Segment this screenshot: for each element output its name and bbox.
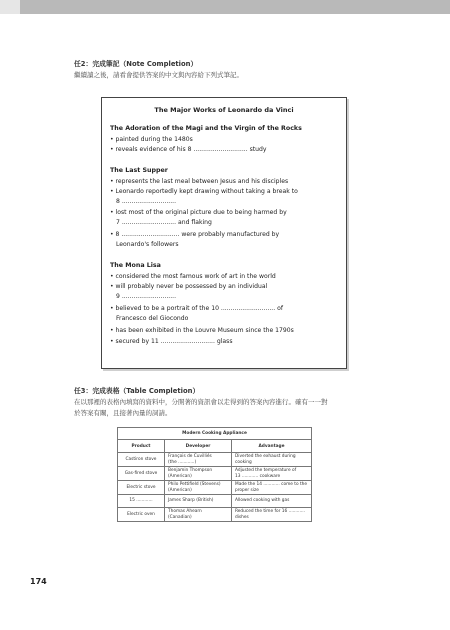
work1-bullet-1: • painted during the 1480s — [110, 136, 193, 143]
table-header: Developer — [165, 440, 232, 453]
section3-title: 任3：完成表格（Table Completion） — [74, 387, 200, 395]
table-cell: Diverted the exhaust during cooking — [232, 453, 312, 467]
work3-bullet-5: • secured by 11 ............................ glass — [110, 338, 233, 345]
work2-heading: The Last Supper — [110, 167, 168, 174]
work3-heading: The Mona Lisa — [110, 262, 161, 269]
work3-bullet-2-cont: 9 ............................ — [116, 293, 177, 300]
work3-bullet-3: • believed to be a portrait of the 10 ............................ of — [110, 305, 283, 312]
work2-bullet-3: • lost most of the original picture due to being harmed by — [110, 209, 287, 216]
table-cell: James Sharp (British) — [165, 495, 232, 508]
table-row — [118, 495, 312, 508]
section3-desc: 在以那裡的表格內填寫的資料中，分開著的資訊會以走得到的答案內容進行。確有一一對 於答案有關，且接著內量的詞請。 — [74, 398, 328, 417]
table-cell: Adjusted the temperature of 13 ............ cookware — [232, 467, 312, 481]
work2-bullet-4-cont: Leonardo's followers — [116, 241, 179, 248]
table-cell: Thomas Ahearn (Canadian) — [165, 508, 232, 522]
work2-bullet-1: • represents the last meal between Jesus and his disciples — [110, 178, 289, 185]
page-number: 174 — [30, 577, 47, 586]
section2-desc: 繼續讀之後，請看會提供答案的中文與內容給下列式筆記。 — [74, 71, 243, 79]
page-header-band — [0, 0, 450, 14]
table-cell: Reduced the time for 16 ............ dishes — [232, 508, 312, 522]
work2-bullet-2: • Leonardo reportedly kept drawing without taking a break to — [110, 188, 298, 195]
table-row — [118, 508, 312, 522]
notes-box — [101, 97, 347, 369]
table-caption: Modern Cooking Appliance — [118, 428, 312, 440]
table-row — [118, 453, 312, 467]
table-header: Advantage — [232, 440, 312, 453]
header-tab — [0, 0, 20, 14]
table-cell: Castiron stove — [118, 453, 165, 467]
table-header: Product — [118, 440, 165, 453]
work1-heading: The Adoration of the Magi and the Virgin of the Rocks — [110, 125, 302, 132]
table-cell: Allowed cooking with gas — [232, 495, 312, 508]
table-cell: François de Cuvilliés (the ............) — [165, 453, 232, 467]
table-cell: Electric stove — [118, 481, 165, 495]
table-cell: 15 ............ — [118, 495, 165, 508]
work2-bullet-3-cont: 7 ............................ and flaking — [116, 219, 212, 226]
table-cell: Electric oven — [118, 508, 165, 522]
table-row — [118, 481, 312, 495]
work3-bullet-2: • will probably never be possessed by an individual — [110, 283, 268, 290]
work2-bullet-2-cont: 8 ............................ — [116, 198, 177, 205]
work3-bullet-3-cont: Francesco del Giocondo — [116, 315, 189, 322]
table-cell: Philo Pettifield (Stevens) (American) — [165, 481, 232, 495]
notes-title: The Major Works of Leonardo da Vinci — [154, 106, 294, 114]
work3-bullet-1: • considered the most famous work of art in the world — [110, 273, 276, 280]
appliance-table — [117, 427, 312, 522]
table-row — [118, 467, 312, 481]
section2-title: 任2：完成筆記（Note Completion） — [74, 60, 198, 68]
table-cell: Made the 14 ............ come to the proper size — [232, 481, 312, 495]
table-cell: Benjamin Thompson (American) — [165, 467, 232, 481]
work1-bullet-2: • reveals evidence of his 8 ............................ study — [110, 146, 267, 153]
work3-bullet-4: • has been exhibited in the Louvre Museum since the 1790s — [110, 327, 294, 334]
work2-bullet-4: • 8 .............................. were probably manufactured by — [110, 231, 280, 238]
table-cell: Gas-fired stove — [118, 467, 165, 481]
